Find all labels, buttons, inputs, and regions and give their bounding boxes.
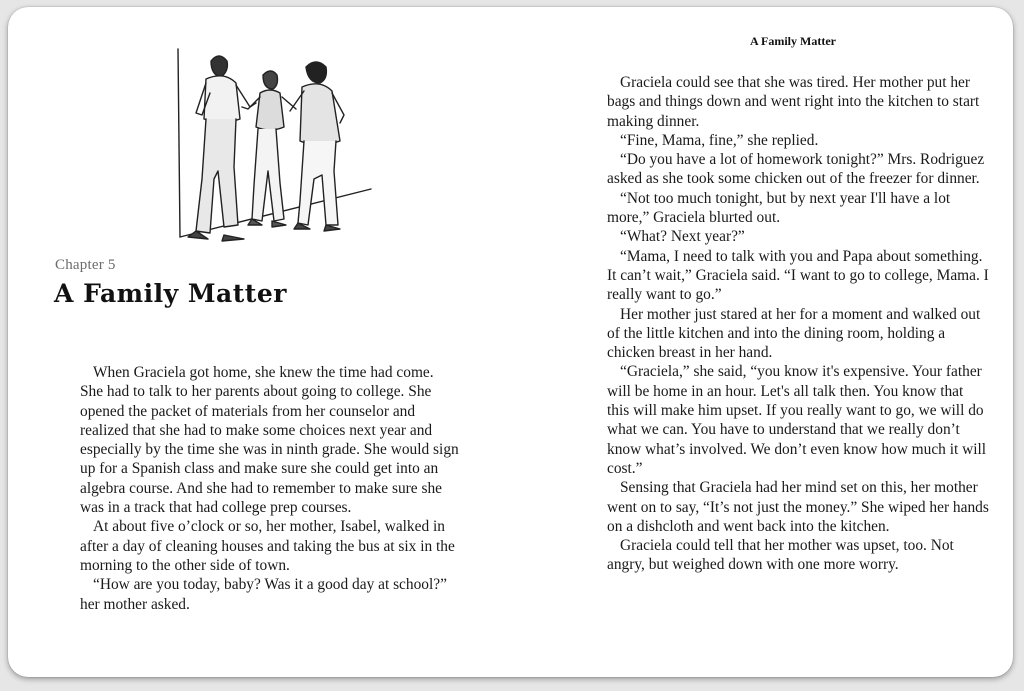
book-spread xyxy=(8,7,1013,677)
family-illustration xyxy=(166,39,376,249)
paragraph: Sensing that Graciela had her mind set on this, her mother went on to say, “It’s not just the money.” She wiped her hands on a dishcloth and went back into the kitchen. xyxy=(607,479,989,535)
paragraph: “Do you have a lot of homework tonight?” Mrs. Rodriguez asked as she took some chicken out of the freezer for dinner. xyxy=(607,151,985,188)
paragraph: At about five o’clock or so, her mother, Isabel, walked in after a day of cleaning houses and taking the bus at six in the morning to the other side of town. xyxy=(80,518,455,574)
chapter-label: Chapter 5 xyxy=(55,257,116,273)
paragraph: “Graciela,” she said, “you know it's expensive. Your father will be home in an hour. Let's all talk then. You know that this will make him upset. If you really want to go, we will do what we can. You have to understand that we really don’t know what’s involved. We don’t even know how much it will cost.” xyxy=(607,363,987,477)
paragraph: “How are you today, baby? Was it a good day at school?” her mother asked. xyxy=(80,576,447,613)
paragraph: Her mother just stared at her for a moment and walked out of the little kitchen and into the dining room, holding a chicken breast in her hand. xyxy=(607,305,981,362)
left-page-body xyxy=(80,363,460,614)
right-page-body xyxy=(607,73,989,575)
paragraph: When Graciela got home, she knew the time had come. She had to talk to her parents about going to college. She opened the packet of materials from her counselor and realized that she had to make some choices next year and especially by the time she was in ninth grade. She would sign up for a Spanish class and make sure she could get into an algebra course. And she had to remember to make sure she was in a track that had college prep courses. xyxy=(80,364,459,517)
right-page xyxy=(508,7,1013,677)
paragraph: “Not too much tonight, but by next year I'll have a lot more,” Graciela blurted out. xyxy=(607,189,951,227)
paragraph: Graciela could tell that her mother was upset, too. Not angry, but weighed down with one more worry. xyxy=(607,537,954,574)
paragraph: “Fine, Mama, fine,” she replied. xyxy=(620,131,819,149)
chapter-title: A Family Matter xyxy=(54,279,287,308)
running-head: A Family Matter xyxy=(750,34,836,48)
paragraph: Graciela could see that she was tired. Her mother put her bags and things down and went right into the kitchen to start making dinner. xyxy=(607,74,980,130)
paragraph: “Mama, I need to talk with you and Papa about something. It can’t wait,” Graciela said. “I want to go to college, Mama. I really want to go.” xyxy=(607,247,989,304)
left-page xyxy=(8,7,508,677)
paragraph: “What? Next year?” xyxy=(620,228,745,246)
